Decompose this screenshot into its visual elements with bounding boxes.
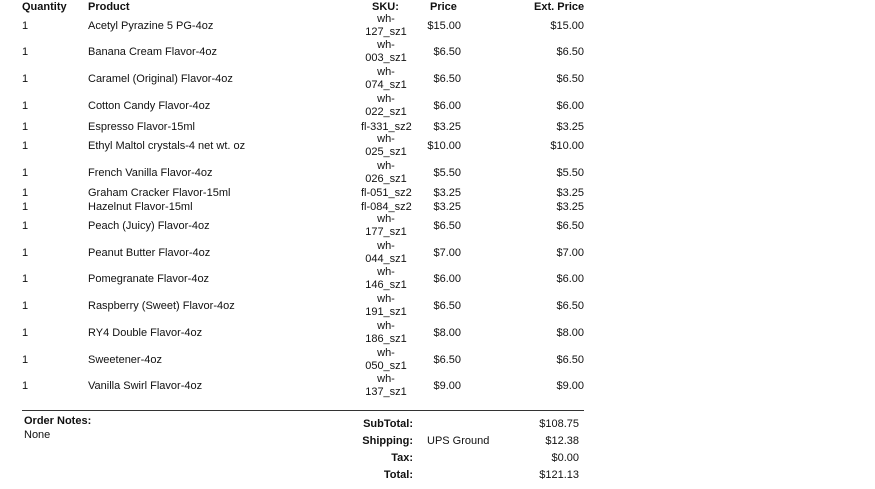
row-quantity: 1 (22, 20, 29, 32)
row-product: Ethyl Maltol crystals-4 net wt. oz (88, 140, 246, 152)
row-product: Raspberry (Sweet) Flavor-4oz (88, 300, 235, 312)
row-price: $3.25 (433, 121, 461, 133)
row-sku-line2: 146_sz1 (365, 279, 407, 291)
row-product: Banana Cream Flavor-4oz (88, 46, 218, 58)
row-sku-line1: wh- (377, 240, 395, 252)
row-ext-price: $8.00 (556, 327, 584, 339)
header-ext-price: Ext. Price (534, 1, 585, 13)
row-ext-price: $6.50 (556, 73, 584, 85)
row-ext-price: $10.00 (550, 140, 584, 152)
row-ext-price: $6.50 (556, 354, 584, 366)
row-price: $5.50 (433, 167, 461, 179)
row-price: $7.00 (433, 247, 461, 259)
header-price: Price (430, 1, 457, 13)
row-ext-price: $9.00 (556, 380, 584, 392)
row-quantity: 1 (22, 167, 29, 179)
row-ext-price: $6.50 (556, 220, 584, 232)
order-notes-label: Order Notes: (24, 415, 92, 427)
row-sku-line2: 025_sz1 (365, 146, 407, 158)
row-product: Acetyl Pyrazine 5 PG-4oz (88, 20, 214, 32)
row-price: $6.50 (433, 46, 461, 58)
row-product: Espresso Flavor-15ml (88, 121, 195, 133)
row-product: French Vanilla Flavor-4oz (88, 167, 213, 179)
row-sku-line1: wh- (377, 66, 395, 78)
header-product: Product (88, 1, 130, 13)
row-price: $8.00 (433, 327, 461, 339)
row-quantity: 1 (22, 100, 29, 112)
row-sku-line2: 044_sz1 (365, 253, 407, 265)
shipping-label: Shipping: (362, 435, 413, 447)
row-price: $9.00 (433, 380, 461, 392)
row-price: $3.25 (433, 187, 461, 199)
row-quantity: 1 (22, 273, 29, 285)
shipping-method: UPS Ground (427, 435, 490, 447)
row-ext-price: $6.50 (556, 46, 584, 58)
row-price: $6.50 (433, 354, 461, 366)
row-product: Cotton Candy Flavor-4oz (88, 100, 211, 112)
row-sku-line1: wh- (377, 39, 395, 51)
header-sku: SKU: (372, 1, 399, 13)
row-price: $6.50 (433, 220, 461, 232)
row-sku-line1: wh- (377, 347, 395, 359)
row-quantity: 1 (22, 121, 29, 133)
row-quantity: 1 (22, 380, 29, 392)
order-notes-value: None (24, 429, 51, 441)
row-sku-line1: wh- (377, 293, 395, 305)
subtotal-label: SubTotal: (363, 418, 413, 430)
row-product: Pomegranate Flavor-4oz (88, 273, 210, 285)
row-quantity: 1 (22, 201, 29, 213)
row-sku-line1: wh- (377, 266, 395, 278)
row-sku-line2: 003_sz1 (365, 52, 407, 64)
row-price: $6.50 (433, 300, 461, 312)
header-quantity: Quantity (22, 1, 67, 13)
row-product: Vanilla Swirl Flavor-4oz (88, 380, 203, 392)
row-product: RY4 Double Flavor-4oz (88, 327, 203, 339)
row-quantity: 1 (22, 354, 29, 366)
row-sku: fl-051_sz2 (361, 187, 412, 199)
row-product: Hazelnut Flavor-15ml (88, 201, 193, 213)
row-sku-line1: wh- (377, 373, 395, 385)
row-quantity: 1 (22, 220, 29, 232)
row-price: $15.00 (427, 20, 461, 32)
row-sku-line2: 177_sz1 (365, 226, 407, 238)
row-ext-price: $5.50 (556, 167, 584, 179)
row-sku-line1: wh- (377, 213, 395, 225)
row-price: $6.00 (433, 100, 461, 112)
row-sku-line2: 127_sz1 (365, 26, 407, 38)
row-price: $6.50 (433, 73, 461, 85)
row-quantity: 1 (22, 300, 29, 312)
row-sku-line2: 191_sz1 (365, 306, 407, 318)
row-ext-price: $3.25 (556, 201, 584, 213)
row-quantity: 1 (22, 187, 29, 199)
tax-value: $0.00 (551, 452, 579, 464)
row-price: $3.25 (433, 201, 461, 213)
shipping-value: $12.38 (545, 435, 579, 447)
row-sku-line2: 074_sz1 (365, 79, 407, 91)
row-product: Peach (Juicy) Flavor-4oz (88, 220, 210, 232)
subtotal-value: $108.75 (539, 418, 579, 430)
row-price: $6.00 (433, 273, 461, 285)
row-sku-line1: wh- (377, 320, 395, 332)
row-ext-price: $15.00 (550, 20, 584, 32)
row-ext-price: $6.50 (556, 300, 584, 312)
row-sku-line2: 026_sz1 (365, 173, 407, 185)
row-sku-line2: 137_sz1 (365, 386, 407, 398)
total-label: Total: (383, 469, 413, 481)
row-sku-line2: 186_sz1 (365, 333, 407, 345)
row-ext-price: $3.25 (556, 121, 584, 133)
row-sku-line1: wh- (377, 93, 395, 105)
row-quantity: 1 (22, 140, 29, 152)
divider (22, 410, 584, 411)
row-quantity: 1 (22, 46, 29, 58)
total-value: $121.13 (539, 469, 579, 481)
row-product: Peanut Butter Flavor-4oz (88, 247, 211, 259)
row-quantity: 1 (22, 327, 29, 339)
row-sku-line2: 050_sz1 (365, 360, 407, 372)
row-ext-price: $6.00 (556, 100, 584, 112)
row-price: $10.00 (427, 140, 461, 152)
row-ext-price: $3.25 (556, 187, 584, 199)
tax-label: Tax: (391, 452, 413, 464)
row-sku: fl-331_sz2 (361, 121, 412, 133)
row-sku-line1: wh- (377, 13, 395, 25)
row-ext-price: $6.00 (556, 273, 584, 285)
row-sku-line2: 022_sz1 (365, 106, 407, 118)
row-ext-price: $7.00 (556, 247, 584, 259)
row-product: Sweetener-4oz (88, 354, 162, 366)
row-sku-line1: wh- (377, 133, 395, 145)
row-sku-line1: wh- (377, 160, 395, 172)
row-quantity: 1 (22, 247, 29, 259)
row-quantity: 1 (22, 73, 29, 85)
row-product: Graham Cracker Flavor-15ml (88, 187, 231, 199)
row-sku: fl-084_sz2 (361, 201, 412, 213)
row-product: Caramel (Original) Flavor-4oz (88, 73, 233, 85)
